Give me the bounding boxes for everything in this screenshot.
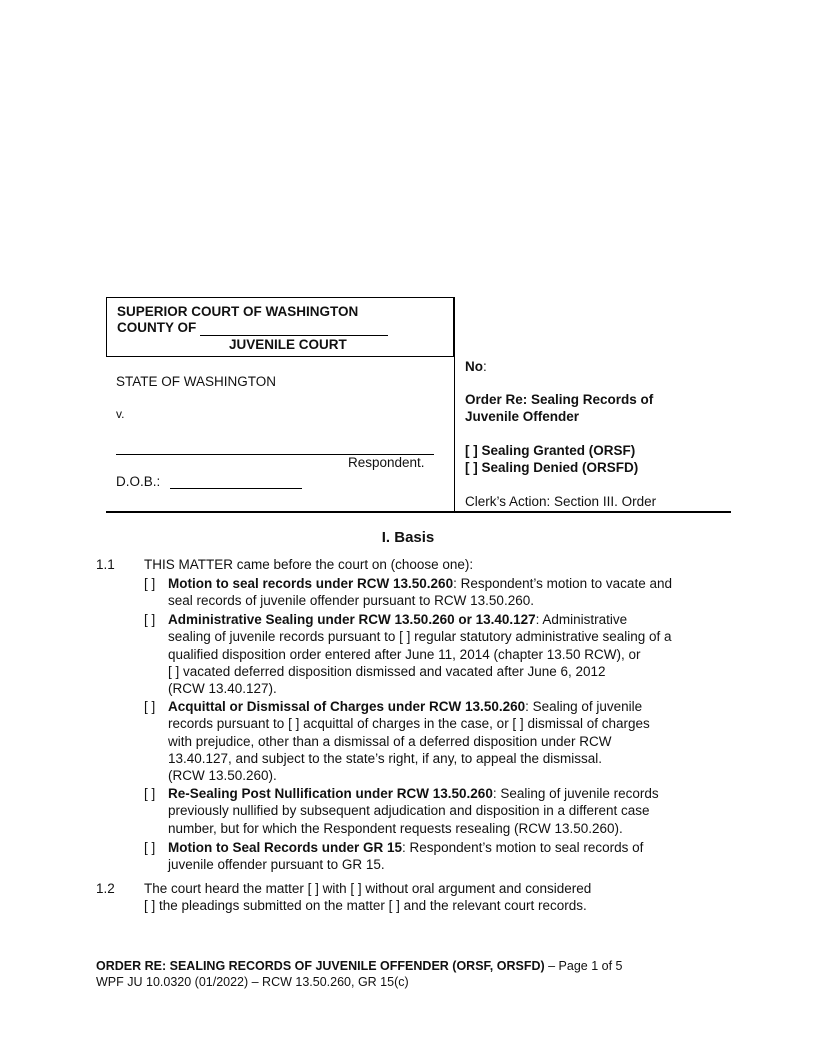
dob-line — [116, 474, 302, 489]
clerk-action: Clerk’s Action: Section III. Order — [465, 494, 657, 509]
option-acquittal-dismissal[interactable] — [144, 698, 734, 784]
paragraph-number-1-2: 1.2 — [96, 881, 115, 896]
option-line: : Administrative — [535, 612, 628, 627]
option-text — [168, 698, 734, 784]
sealing-granted-option[interactable]: [ ] Sealing Granted (ORSF) — [465, 443, 636, 458]
paragraph-1-2-line2: [ ] the pleadings submitted on the matter [ ] and the relevant court records. — [144, 898, 587, 913]
court-name: SUPERIOR COURT OF WASHINGTON — [117, 304, 359, 319]
option-title: Motion to Seal Records under GR 15 — [168, 840, 403, 855]
option-text — [168, 839, 734, 874]
option-line: : Sealing of juvenile records — [492, 786, 659, 801]
option-line: sealing of juvenile records pursuant to [ ] regular statutory administrative sealing of a — [168, 629, 672, 645]
option-title: Re-Sealing Post Nullification under RCW 13.50.260 — [168, 786, 493, 801]
option-motion-to-seal[interactable] — [144, 575, 734, 610]
paragraph-number-1-1: 1.1 — [96, 557, 115, 572]
option-gr15-motion[interactable] — [144, 839, 734, 874]
option-resealing-post-nullification[interactable] — [144, 785, 734, 837]
option-line: (RCW 13.50.260). — [168, 768, 277, 784]
paragraph-1-2-line1: The court heard the matter [ ] with [ ] without oral argument and considered — [144, 881, 592, 896]
respondent-label: Respondent. — [348, 455, 425, 470]
state-party: STATE OF WASHINGTON — [116, 374, 277, 389]
option-line: 13.40.127, and subject to the state’s right, if any, to appeal the dismissal. — [168, 750, 603, 766]
option-line: : Respondent’s motion to seal records of — [402, 840, 644, 855]
order-title-line1: Order Re: Sealing Records of — [465, 392, 654, 407]
option-line: juvenile offender pursuant to GR 15. — [168, 857, 385, 873]
option-text — [168, 785, 734, 837]
option-title: Acquittal or Dismissal of Charges under RCW 13.50.260 — [168, 699, 526, 714]
county-line — [117, 320, 388, 336]
option-line: [ ] vacated deferred disposition dismissed and vacated after June 6, 2012 — [168, 663, 606, 679]
option-line: (RCW 13.40.127). — [168, 681, 277, 697]
checkbox[interactable]: [ ] — [144, 612, 156, 627]
footer-title: ORDER RE: SEALING RECORDS OF JUVENILE OFFENDER (ORSF, ORSFD) — [96, 959, 545, 973]
section-heading: I. Basis — [381, 529, 435, 546]
sealing-denied-option[interactable]: [ ] Sealing Denied (ORSFD) — [465, 460, 639, 475]
checkbox[interactable]: [ ] — [144, 699, 156, 714]
dob-blank[interactable] — [170, 475, 302, 489]
order-title-line2: Juvenile Offender — [465, 409, 580, 424]
caption-divider — [454, 297, 455, 512]
footer-title-line — [96, 958, 622, 974]
caption-bottom-rule — [106, 511, 731, 513]
checkbox[interactable]: [ ] — [144, 840, 156, 855]
checkbox[interactable]: [ ] — [144, 576, 156, 591]
county-label: COUNTY OF — [117, 320, 197, 335]
option-line: previously nullified by subsequent adjudication and disposition in a different case — [168, 803, 650, 819]
case-number-colon: : — [483, 359, 487, 374]
paragraph-1-1-intro: THIS MATTER came before the court on (choose one): — [144, 557, 474, 572]
option-text — [168, 611, 734, 697]
case-number — [465, 359, 487, 374]
option-line: : Respondent’s motion to vacate and — [453, 576, 672, 591]
option-line: with prejudice, other than a dismissal of a deferred disposition under RCW — [168, 733, 612, 749]
footer-page: – Page 1 of 5 — [544, 959, 623, 973]
option-line: records pursuant to [ ] acquittal of charges in the case, or [ ] dismissal of charges — [168, 716, 650, 732]
option-title: Administrative Sealing under RCW 13.50.260 or 13.40.127 — [168, 612, 536, 627]
court-caption-box — [106, 297, 454, 357]
checkbox[interactable]: [ ] — [144, 786, 156, 801]
case-number-label: No — [465, 359, 483, 374]
option-line: seal records of juvenile offender pursuant to RCW 13.50.260. — [168, 593, 534, 609]
county-blank[interactable] — [200, 322, 388, 336]
dob-label: D.O.B.: — [116, 474, 161, 489]
option-title: Motion to seal records under RCW 13.50.260 — [168, 576, 454, 591]
option-administrative-sealing[interactable] — [144, 611, 734, 697]
court-division: JUVENILE COURT — [229, 337, 347, 352]
option-line: : Sealing of juvenile — [525, 699, 643, 714]
option-line: qualified disposition order entered after June 11, 2014 (chapter 13.50 RCW), or — [168, 646, 641, 662]
footer-form-number: WPF JU 10.0320 (01/2022) – RCW 13.50.260, GR 15(c) — [96, 975, 409, 989]
respondent-name-blank[interactable] — [116, 440, 434, 455]
option-line: number, but for which the Respondent requests resealing (RCW 13.50.260). — [168, 820, 623, 836]
option-text — [168, 575, 734, 610]
versus: v. — [116, 407, 125, 421]
